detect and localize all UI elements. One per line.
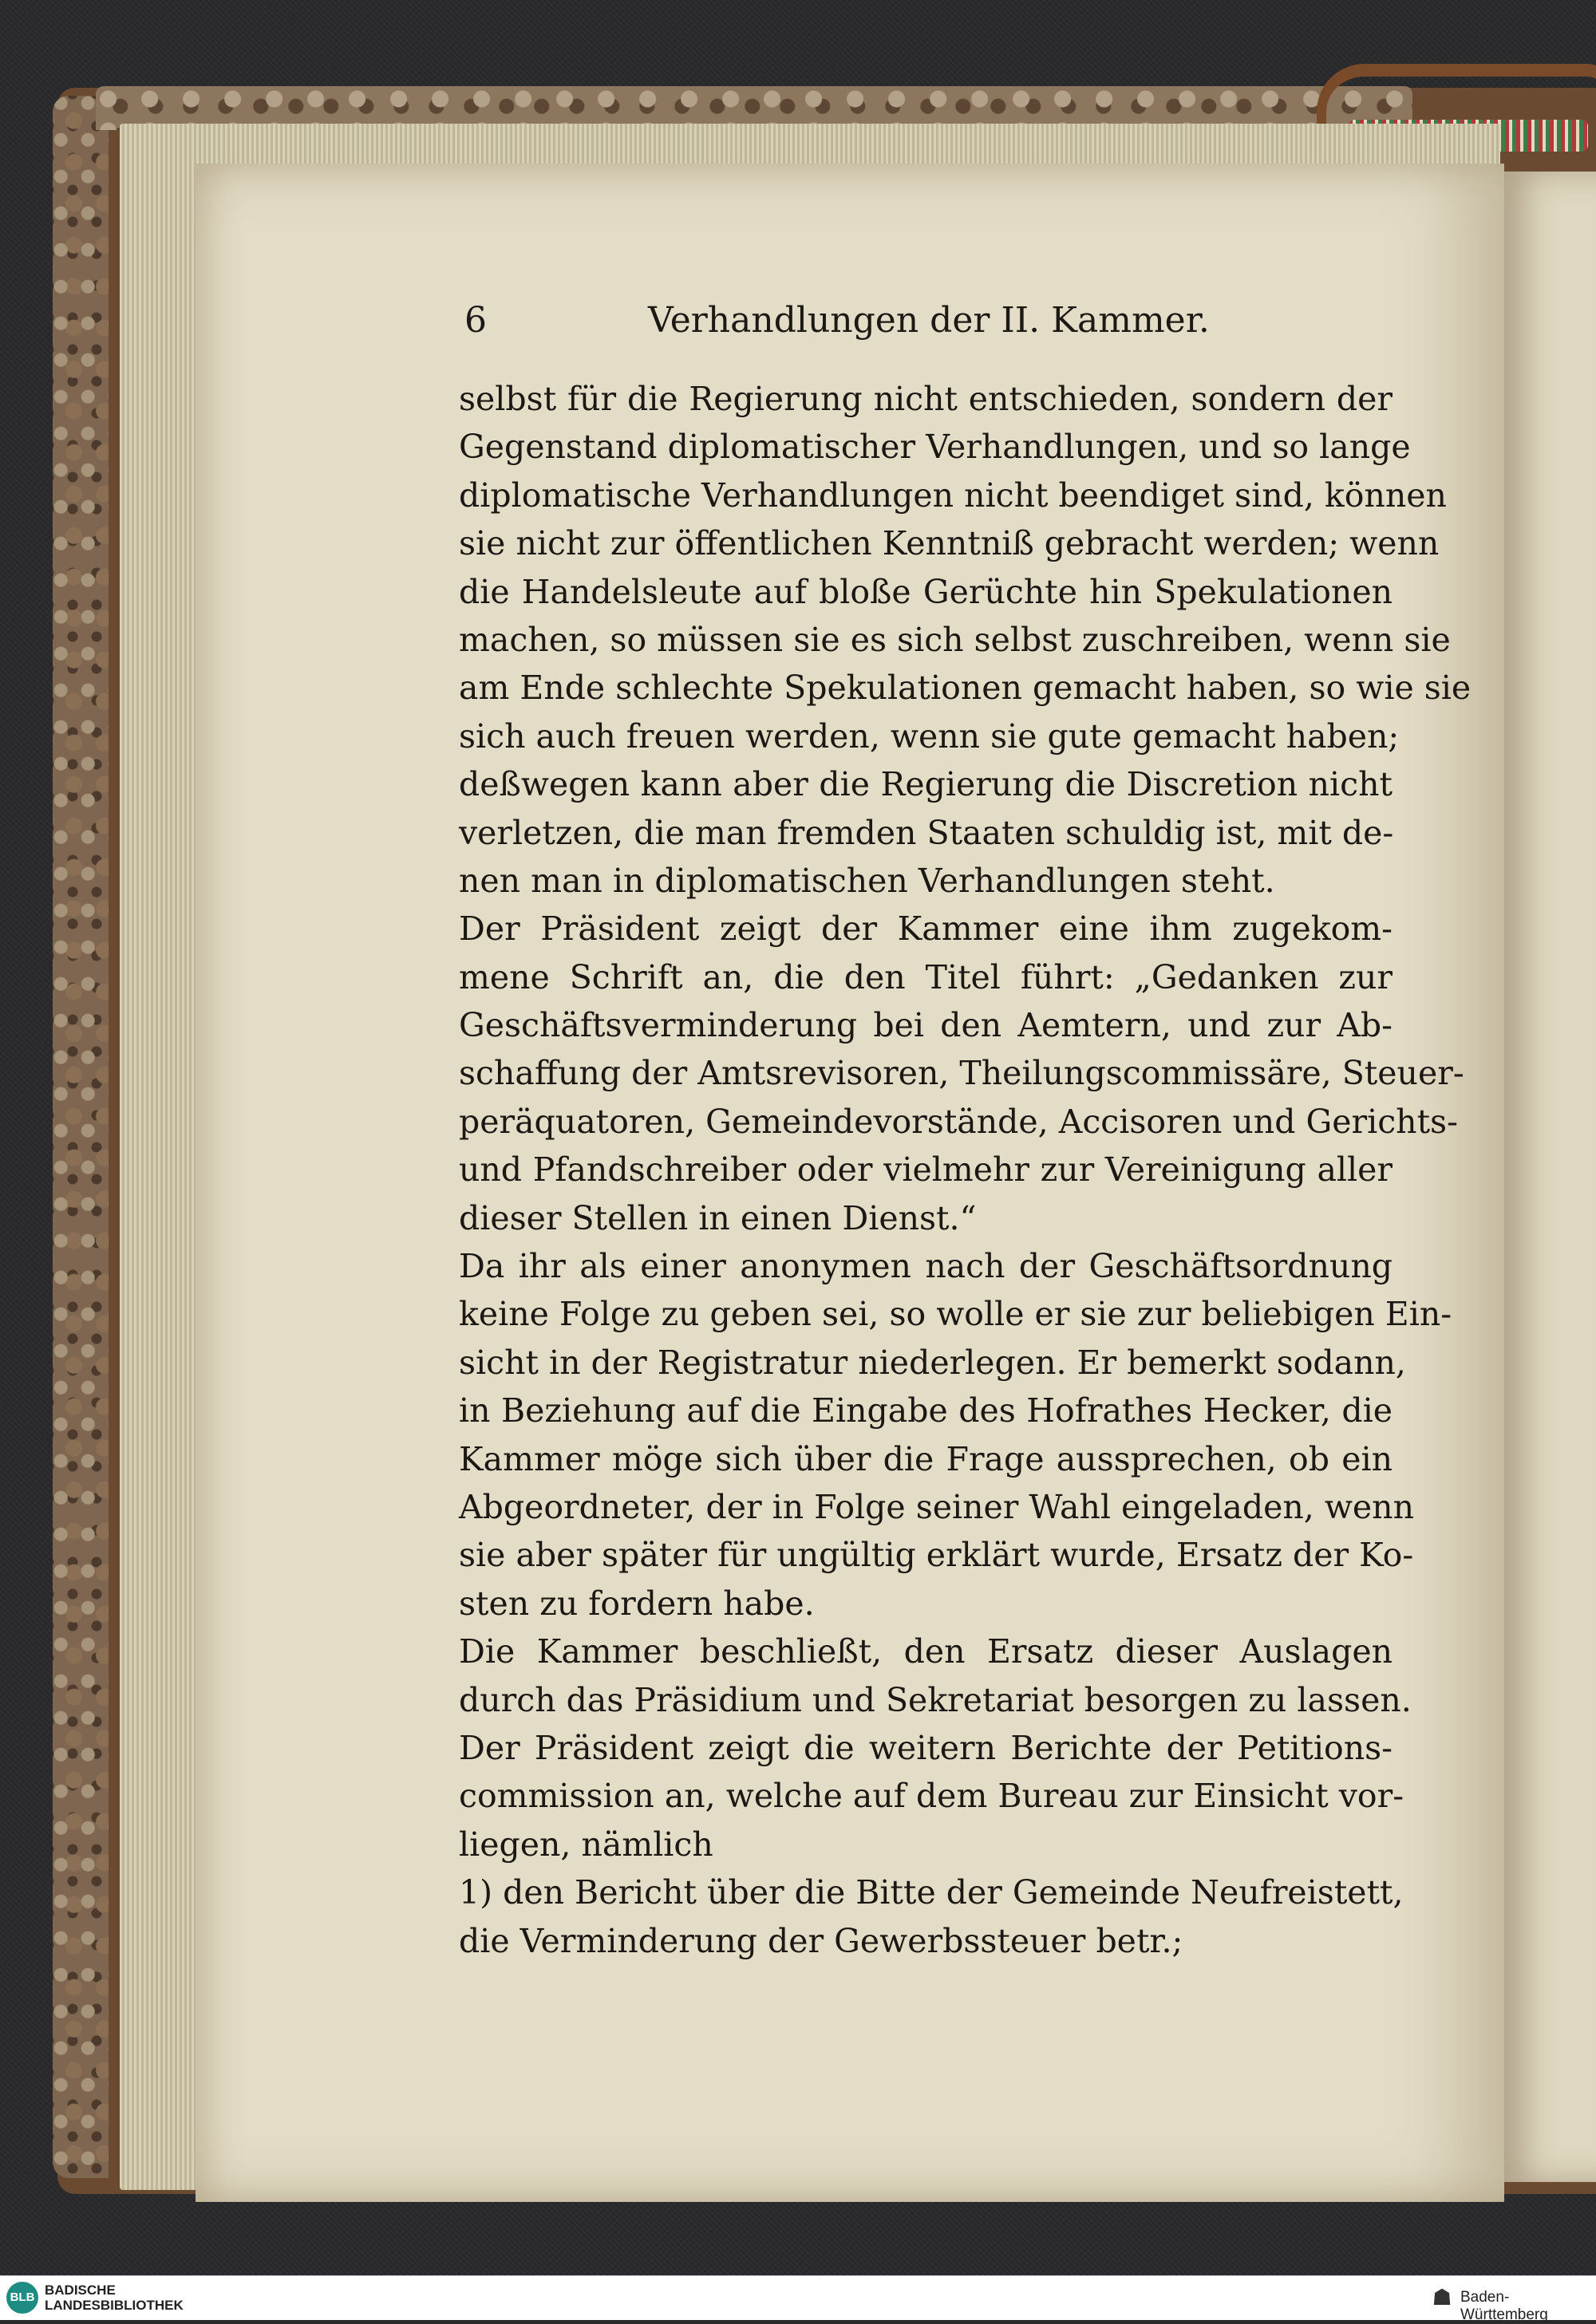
page-header — [464, 295, 1390, 351]
text-line: deßwegen kann aber die Regierung die Discretion nicht — [459, 765, 1393, 804]
text-line: sie aber später für ungültig erklärt wurde, Ersatz der Ko- — [459, 1536, 1414, 1575]
text-line: nen man in diplomatischen Verhandlungen steht. — [459, 861, 1275, 900]
text-line: sicht in der Registratur niederlegen. Er bemerkt sodann, — [459, 1343, 1406, 1382]
text-line: dieser Stellen in einen Dienst.“ — [459, 1198, 977, 1237]
text-line: sten zu fordern habe. — [459, 1584, 815, 1623]
marbled-edge — [53, 96, 109, 2178]
text-line: die Handelsleute auf bloße Gerüchte hin Spekulationen — [459, 572, 1393, 611]
text-line: Da ihr als einer anonymen nach der Geschäftsordnung — [459, 1247, 1393, 1286]
page-body — [459, 375, 1472, 1965]
text-line: commission an, welche auf dem Bureau zur Einsicht vor- — [459, 1777, 1404, 1816]
text-line: Geschäftsverminderung bei den Aemtern, und zur Ab- — [459, 1006, 1393, 1045]
text-line: durch das Präsidium und Sekretariat besorgen zu lassen. — [459, 1680, 1412, 1719]
text-line: Der Präsident zeigt der Kammer eine ihm zugekom- — [459, 909, 1393, 949]
text-line: selbst für die Regierung nicht entschieden, sondern der — [459, 380, 1393, 418]
text-line: schaffung der Amtsrevisoren, Theilungscommissäre, Steuer- — [459, 1054, 1464, 1093]
text-line: in Beziehung auf die Eingabe des Hofrathes Hecker, die — [459, 1391, 1393, 1430]
text-line: die Verminderung der Gewerbssteuer betr.; — [459, 1921, 1183, 1960]
text-line: und Pfandschreiber oder vielmehr zur Vereinigung aller — [459, 1150, 1393, 1190]
text-line: Abgeordneter, der in Folge seiner Wahl eingeladen, wenn — [459, 1487, 1414, 1526]
text-line: machen, so müssen sie es sich selbst zuschreiben, wenn sie — [459, 620, 1451, 659]
running-title: Verhandlungen der II. Kammer. — [648, 300, 1210, 341]
right-page-edge — [1492, 172, 1596, 2182]
text-line: Gegenstand diplomatischer Verhandlungen, und so lange — [459, 428, 1411, 467]
library-name[interactable] — [45, 2283, 184, 2313]
footer-bar — [0, 2275, 1596, 2323]
text-line: Kammer möge sich über die Frage aussprechen, ob ein — [459, 1439, 1393, 1478]
library-name-line2: LANDESBIBLIOTHEK — [45, 2298, 184, 2313]
page-number: 6 — [464, 300, 487, 341]
text-line: 1) den Bericht über die Bitte der Gemeinde Neufreistett, — [459, 1873, 1404, 1912]
text-line: am Ende schlechte Spekulationen gemacht haben, so wie sie — [459, 669, 1472, 708]
text-line: Der Präsident zeigt die weitern Berichte der Petitions- — [459, 1728, 1393, 1767]
state-name[interactable]: Baden-Württemberg — [1460, 2289, 1548, 2323]
text-line: sich auch freuen werden, wenn sie gute gemacht haben; — [459, 716, 1400, 756]
text-line: keine Folge zu geben sei, so wolle er sie zur beliebigen Ein- — [459, 1295, 1452, 1334]
coat-of-arms-icon: ☗ — [1432, 2284, 1452, 2310]
text-line: sie nicht zur öffentlichen Kenntniß gebracht werden; wenn — [459, 524, 1440, 563]
text-line: verletzen, die man fremden Staaten schuldig ist, mit de- — [459, 813, 1394, 852]
text-line: mene Schrift an, die den Titel führt: „Gedanken zur — [459, 957, 1393, 996]
text-line: liegen, nämlich — [459, 1825, 713, 1864]
text-line: Die Kammer beschließt, den Ersatz dieser Auslagen — [459, 1632, 1393, 1671]
library-logo-icon[interactable]: BLB — [6, 2282, 38, 2314]
text-line: peräquatoren, Gemeindevorstände, Accisoren und Gerichts- — [459, 1102, 1458, 1141]
text-line: diplomatische Verhandlungen nicht beendiget sind, können — [459, 475, 1447, 515]
library-name-line1: BADISCHE — [45, 2283, 116, 2298]
